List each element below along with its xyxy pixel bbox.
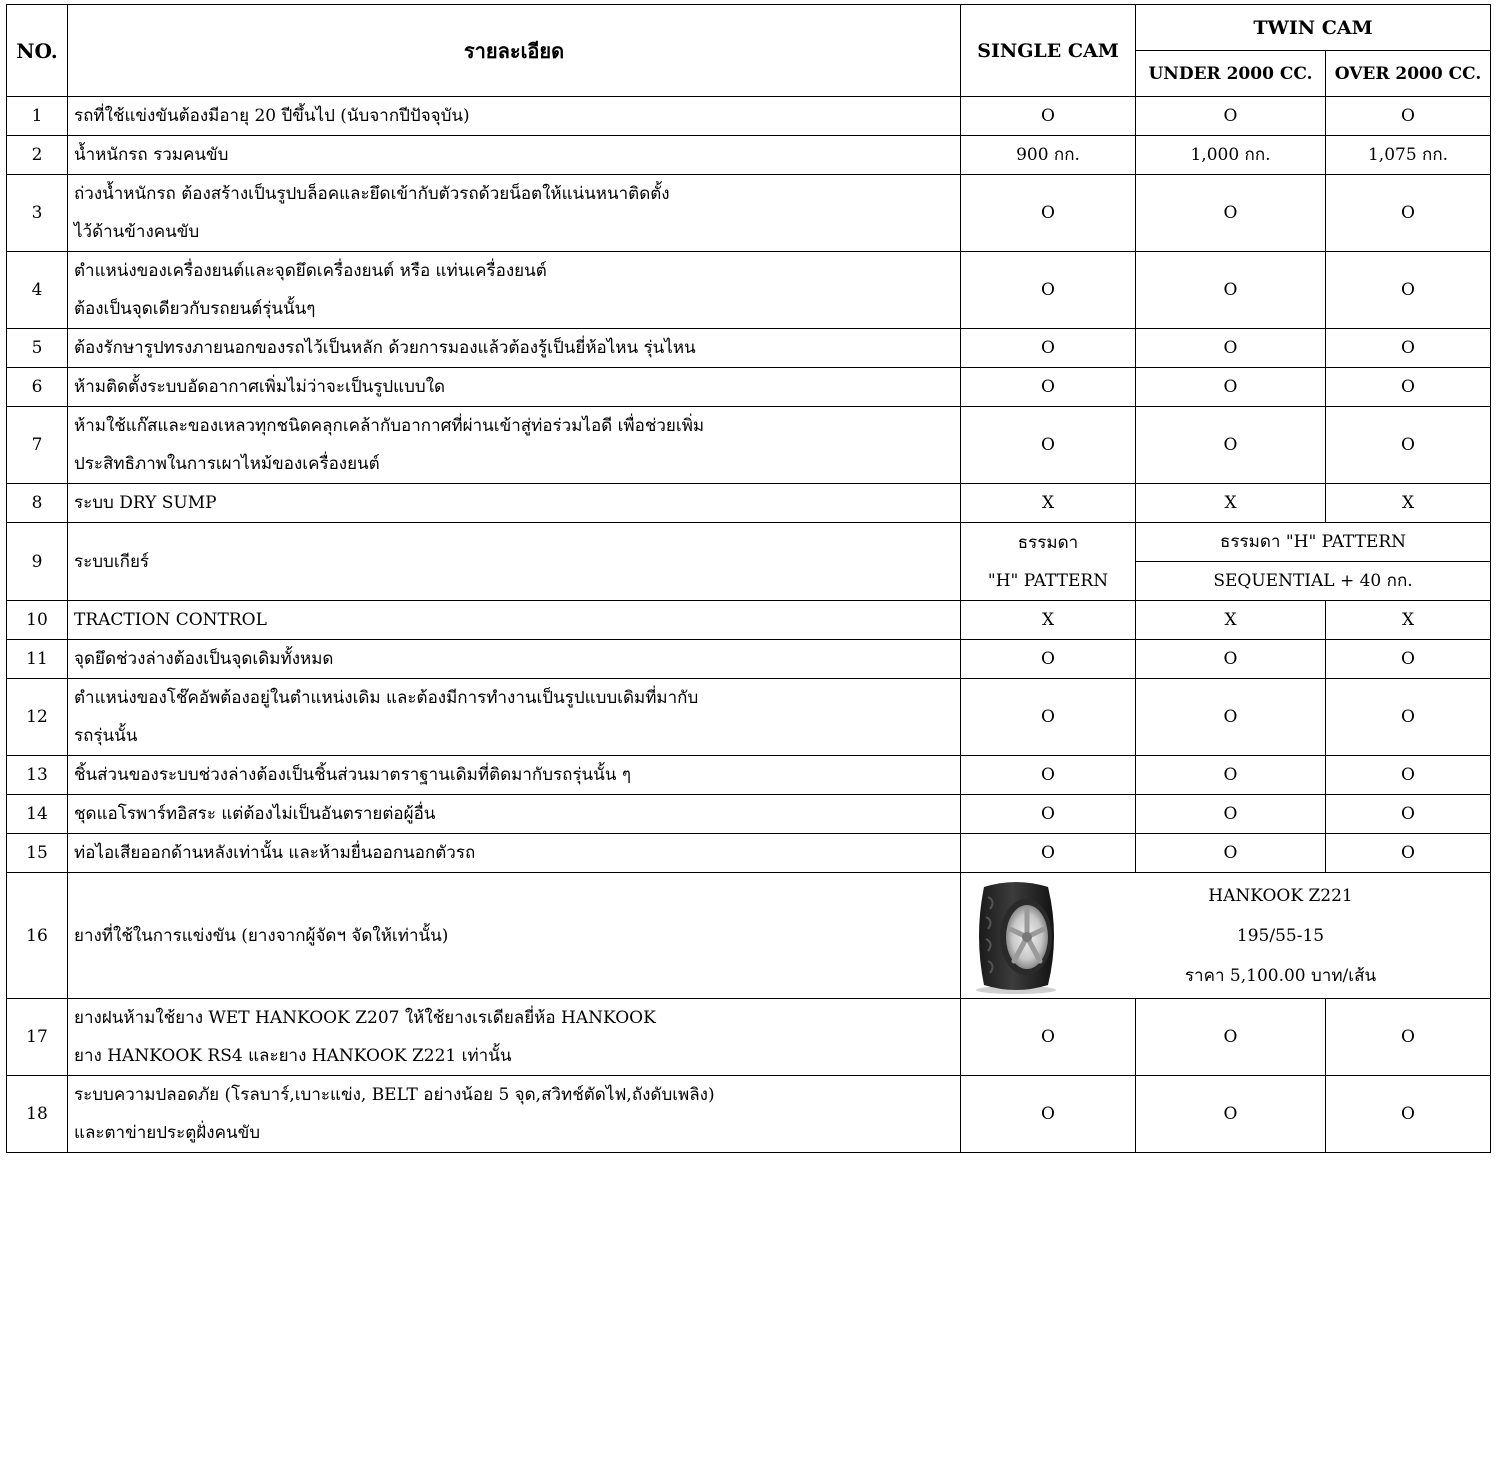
single-cam-value	[961, 523, 1136, 601]
row-number: 4	[7, 252, 68, 329]
under-2000-value: O	[1136, 329, 1326, 368]
over-2000-value: O	[1326, 756, 1491, 795]
row-number: 7	[7, 407, 68, 484]
row-description-line: ตำแหน่งของโช๊คอัพต้องอยู่ในตำแหน่งเดิม และต้องมีการทำงานเป็นรูปแบบเดิมที่มากับ	[74, 688, 699, 708]
single-cam-value: O	[961, 252, 1136, 329]
under-2000-value: O	[1136, 252, 1326, 329]
row-description-line: และตาข่ายประตูฝั่งคนขับ	[74, 1123, 260, 1143]
row-description: รถที่ใช้แข่งขันต้องมีอายุ 20 ปีขึ้นไป (นับจากปีปัจจุบัน)	[68, 97, 961, 136]
under-2000-value: O	[1136, 834, 1326, 873]
under-2000-value: O	[1136, 679, 1326, 756]
over-2000-value: O	[1326, 175, 1491, 252]
row-description	[68, 252, 961, 329]
row-description: ชิ้นส่วนของระบบช่วงล่างต้องเป็นชิ้นส่วนมาตราฐานเดิมที่ติดมากับรถรุ่นนั้น ๆ	[68, 756, 961, 795]
header-description: รายละเอียด	[68, 5, 961, 97]
tire-spec-cell	[961, 873, 1491, 999]
tire-spec	[961, 873, 1490, 998]
over-2000-value: O	[1326, 999, 1491, 1076]
row-description: ยางที่ใช้ในการแข่งขัน (ยางจากผู้จัดฯ จัดให้เท่านั้น)	[68, 873, 961, 999]
row-number: 8	[7, 484, 68, 523]
row-description	[68, 407, 961, 484]
table-row	[7, 1076, 1491, 1153]
header-single-cam: SINGLE CAM	[961, 5, 1136, 97]
tire-model: HANKOOK Z221	[1208, 885, 1353, 906]
row-description: ท่อไอเสียออกด้านหลังเท่านั้น และห้ามยื่นออกนอกตัวรถ	[68, 834, 961, 873]
tire-text	[1071, 876, 1490, 996]
twin-cam-value: SEQUENTIAL + 40 กก.	[1136, 562, 1491, 601]
row-number: 16	[7, 873, 68, 999]
row-description	[68, 999, 961, 1076]
row-number: 11	[7, 640, 68, 679]
table-row	[7, 873, 1491, 999]
row-description: ห้ามติดตั้งระบบอัดอากาศเพิ่มไม่ว่าจะเป็นรูปแบบใด	[68, 368, 961, 407]
spec-table	[6, 4, 1491, 1153]
over-2000-value: O	[1326, 679, 1491, 756]
row-description-line: ประสิทธิภาพในการเผาไหม้ของเครื่องยนต์	[74, 454, 380, 474]
tire-image	[961, 873, 1071, 998]
spec-table-wrapper	[6, 4, 1491, 1153]
header-no: NO.	[7, 5, 68, 97]
over-2000-value: O	[1326, 97, 1491, 136]
row-number: 12	[7, 679, 68, 756]
row-number: 17	[7, 999, 68, 1076]
under-2000-value: O	[1136, 999, 1326, 1076]
over-2000-value: X	[1326, 484, 1491, 523]
row-description-line: รถรุ่นนั้น	[74, 726, 138, 746]
row-number: 6	[7, 368, 68, 407]
row-description-line: ต้องเป็นจุดเดียวกับรถยนต์รุ่นนั้นๆ	[74, 299, 316, 319]
over-2000-value: O	[1326, 640, 1491, 679]
single-cam-value: O	[961, 756, 1136, 795]
tire-size: 195/55-15	[1236, 925, 1325, 946]
row-description-line: ไว้ด้านข้างคนขับ	[74, 222, 200, 242]
under-2000-value: O	[1136, 407, 1326, 484]
row-number: 1	[7, 97, 68, 136]
table-row	[7, 795, 1491, 834]
single-cam-value: O	[961, 368, 1136, 407]
table-row	[7, 523, 1491, 562]
tire-price: ราคา 5,100.00 บาท/เส้น	[1184, 965, 1377, 986]
row-description: น้ำหนักรถ รวมคนขับ	[68, 136, 961, 175]
under-2000-value: X	[1136, 601, 1326, 640]
single-cam-value: O	[961, 1076, 1136, 1153]
under-2000-value: 1,000 กก.	[1136, 136, 1326, 175]
table-row	[7, 756, 1491, 795]
row-number: 2	[7, 136, 68, 175]
single-cam-value: X	[961, 484, 1136, 523]
row-number: 14	[7, 795, 68, 834]
under-2000-value: O	[1136, 1076, 1326, 1153]
table-row	[7, 252, 1491, 329]
row-description-line: ถ่วงน้ำหนักรถ ต้องสร้างเป็นรูปบล็อคและยึดเข้ากับตัวรถด้วยน็อตให้แน่นหนาติดตั้ง	[74, 184, 670, 204]
single-cam-value-line: "H" PATTERN	[987, 570, 1109, 591]
single-cam-value: O	[961, 834, 1136, 873]
header-under-2000: UNDER 2000 CC.	[1136, 51, 1326, 97]
table-row	[7, 679, 1491, 756]
row-description	[68, 175, 961, 252]
header-twin-cam: TWIN CAM	[1136, 5, 1491, 51]
over-2000-value: O	[1326, 368, 1491, 407]
single-cam-value: O	[961, 175, 1136, 252]
single-cam-value: O	[961, 795, 1136, 834]
row-description: ชุดแอโรพาร์ทอิสระ แต่ต้องไม่เป็นอันตรายต่อผู้อื่น	[68, 795, 961, 834]
under-2000-value: O	[1136, 97, 1326, 136]
table-row	[7, 136, 1491, 175]
row-description-line: ห้ามใช้แก๊สและของเหลวทุกชนิดคลุกเคล้ากับอากาศที่ผ่านเข้าสู่ท่อร่วมไอดี เพื่อช่วยเพิ่ม	[74, 416, 705, 436]
table-row	[7, 407, 1491, 484]
row-description	[68, 1076, 961, 1153]
under-2000-value: O	[1136, 640, 1326, 679]
row-number: 9	[7, 523, 68, 601]
over-2000-value: 1,075 กก.	[1326, 136, 1491, 175]
row-number: 10	[7, 601, 68, 640]
row-number: 5	[7, 329, 68, 368]
single-cam-value: O	[961, 329, 1136, 368]
row-description: ต้องรักษารูปทรงภายนอกของรถไว้เป็นหลัก ด้วยการมองแล้วต้องรู้เป็นยี่ห้อไหน รุ่นไหน	[68, 329, 961, 368]
under-2000-value: O	[1136, 368, 1326, 407]
over-2000-value: O	[1326, 407, 1491, 484]
table-row	[7, 640, 1491, 679]
single-cam-value: O	[961, 407, 1136, 484]
twin-cam-value: ธรรมดา "H" PATTERN	[1136, 523, 1491, 562]
over-2000-value: X	[1326, 601, 1491, 640]
row-number: 15	[7, 834, 68, 873]
row-description: ระบบ DRY SUMP	[68, 484, 961, 523]
row-description	[68, 679, 961, 756]
row-description-line: ตำแหน่งของเครื่องยนต์และจุดยึดเครื่องยนต์ หรือ แท่นเครื่องยนต์	[74, 261, 547, 281]
tire-icon	[966, 877, 1066, 995]
single-cam-value: O	[961, 679, 1136, 756]
row-description: TRACTION CONTROL	[68, 601, 961, 640]
over-2000-value: O	[1326, 795, 1491, 834]
over-2000-value: O	[1326, 834, 1491, 873]
row-number: 13	[7, 756, 68, 795]
single-cam-value: O	[961, 999, 1136, 1076]
under-2000-value: X	[1136, 484, 1326, 523]
table-row	[7, 329, 1491, 368]
single-cam-value: 900 กก.	[961, 136, 1136, 175]
row-description-line: ระบบความปลอดภัย (โรลบาร์,เบาะแข่ง, BELT อย่างน้อย 5 จุด,สวิทช์ตัดไฟ,ถังดับเพลิง)	[74, 1085, 715, 1105]
table-row	[7, 484, 1491, 523]
single-cam-value-line: ธรรมดา	[1017, 532, 1079, 553]
over-2000-value: O	[1326, 329, 1491, 368]
under-2000-value: O	[1136, 175, 1326, 252]
under-2000-value: O	[1136, 795, 1326, 834]
header-over-2000: OVER 2000 CC.	[1326, 51, 1491, 97]
table-row	[7, 834, 1491, 873]
table-row	[7, 999, 1491, 1076]
table-row	[7, 368, 1491, 407]
row-description-line: ยาง HANKOOK RS4 และยาง HANKOOK Z221 เท่านั้น	[74, 1046, 512, 1066]
under-2000-value: O	[1136, 756, 1326, 795]
over-2000-value: O	[1326, 1076, 1491, 1153]
row-number: 18	[7, 1076, 68, 1153]
row-description: ระบบเกียร์	[68, 523, 961, 601]
table-row	[7, 175, 1491, 252]
single-cam-value: O	[961, 640, 1136, 679]
single-cam-value: O	[961, 97, 1136, 136]
row-description: จุดยึดช่วงล่างต้องเป็นจุดเดิมทั้งหมด	[68, 640, 961, 679]
single-cam-value: X	[961, 601, 1136, 640]
over-2000-value: O	[1326, 252, 1491, 329]
row-description-line: ยางฝนห้ามใช้ยาง WET HANKOOK Z207 ให้ใช้ยางเรเดียลยี่ห้อ HANKOOK	[74, 1008, 656, 1028]
row-number: 3	[7, 175, 68, 252]
table-row	[7, 97, 1491, 136]
table-row	[7, 601, 1491, 640]
